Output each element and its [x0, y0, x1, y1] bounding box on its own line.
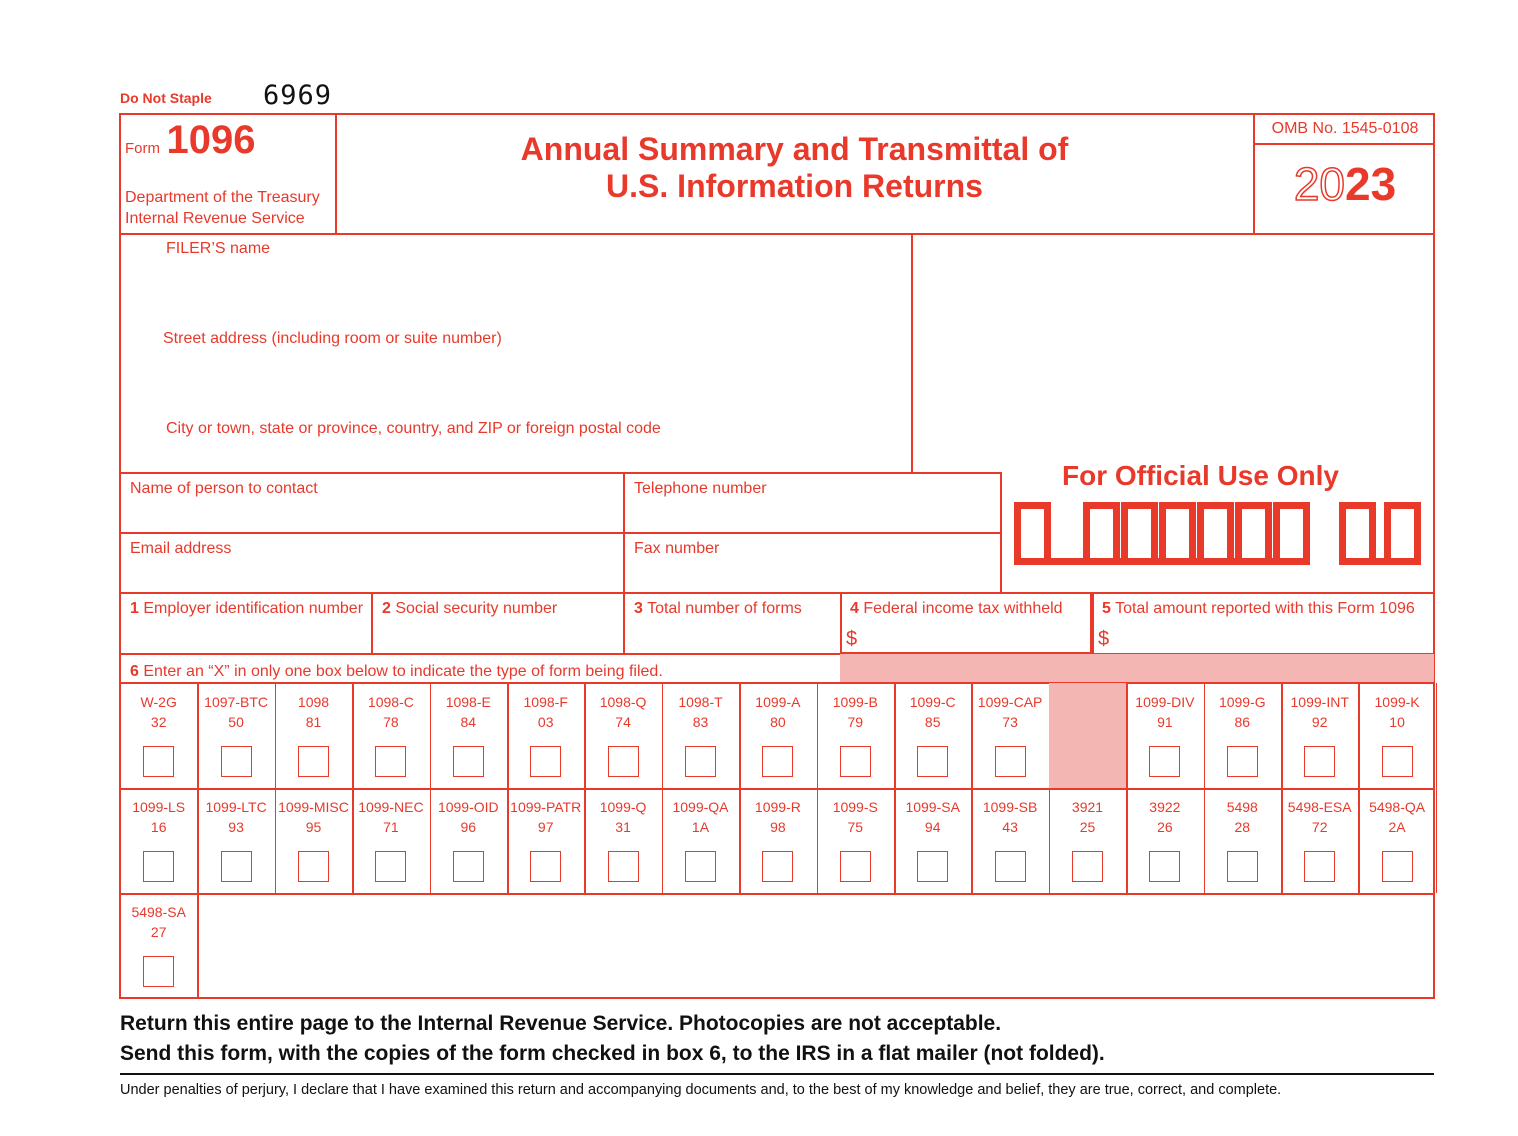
- form-type-code: 32: [150, 714, 167, 730]
- official-use-heading: For Official Use Only: [1062, 460, 1339, 491]
- form-type-name: 1099-B: [832, 694, 878, 710]
- form-type-code: 84: [460, 714, 477, 730]
- email-label: Email address: [130, 540, 232, 557]
- form-type-name: 1098-E: [445, 694, 491, 710]
- form-type-code: 79: [847, 714, 864, 730]
- checkbox-1099-s[interactable]: [840, 851, 871, 882]
- form-type-code: 97: [537, 819, 554, 835]
- checkbox-5498[interactable]: [1227, 851, 1258, 882]
- checkbox-1099-div[interactable]: [1149, 746, 1180, 777]
- footer-divider: [120, 1073, 1434, 1075]
- form-type-name: 1099-SA: [905, 799, 960, 815]
- dept-line-2: Internal Revenue Service: [125, 210, 305, 227]
- footer-instructions: [120, 1009, 1105, 1069]
- official-use-box: [1014, 502, 1051, 565]
- form-type-5498-qa: [1358, 797, 1435, 837]
- employer-id-field[interactable]: [121, 620, 369, 652]
- checkbox-1099-nec[interactable]: [375, 851, 406, 882]
- form-type-1099-nec: [352, 797, 429, 837]
- box3-label: 3 Total number of forms: [634, 600, 802, 617]
- form-type-5498-esa: [1281, 797, 1358, 837]
- form-type-name: 1099-QA: [672, 799, 729, 815]
- checkbox-1099-misc[interactable]: [298, 851, 329, 882]
- checkbox-3921[interactable]: [1072, 851, 1103, 882]
- form-type-name: 1099-LTC: [205, 799, 267, 815]
- form-type-1099-q: [584, 797, 661, 837]
- form-type-code: 91: [1157, 714, 1173, 730]
- checkbox-3922[interactable]: [1149, 851, 1180, 882]
- form-type-code: 25: [1079, 819, 1096, 835]
- checkbox-1099-a[interactable]: [762, 746, 793, 777]
- form-type-code: 81: [305, 714, 322, 730]
- telephone-field[interactable]: [626, 500, 998, 530]
- checkbox-1099-b[interactable]: [840, 746, 871, 777]
- dollar-sign-5: $: [1098, 628, 1110, 650]
- form-type-name: 1099-OID: [437, 799, 499, 815]
- official-use-box: [1083, 502, 1120, 565]
- form-type-name: 1098: [297, 694, 330, 710]
- form-type-1098-q: [584, 692, 661, 732]
- form-type-code: 26: [1157, 819, 1173, 835]
- form-type-code: 80: [770, 714, 786, 730]
- tax-year: [1255, 158, 1435, 210]
- checkbox-1099-q[interactable]: [608, 851, 639, 882]
- checkbox-1098-t[interactable]: [685, 746, 716, 777]
- grid-row-divider: [119, 893, 1435, 895]
- checkbox-1099-cap[interactable]: [995, 746, 1026, 777]
- form-type-code: 10: [1389, 714, 1405, 730]
- form-type-code: 92: [1311, 714, 1328, 730]
- form-type-name: 1098-F: [523, 694, 568, 710]
- email-field[interactable]: [121, 560, 621, 590]
- form-title: [336, 131, 1253, 205]
- official-use-box: [1339, 502, 1376, 565]
- contact-name-label: Name of person to contact: [130, 480, 318, 497]
- form-type-1099-oid: [430, 797, 507, 837]
- omb-number: OMB No. 1545-0108: [1271, 120, 1419, 137]
- form-type-name: 1099-R: [754, 799, 801, 815]
- footer-line-2: Send this form, with the copies of the form checked in box 6, to the IRS in a flat mailer (not folded).: [120, 1042, 1105, 1065]
- footer-line-1: Return this entire page to the Internal Revenue Service. Photocopies are not acceptable.: [120, 1012, 1002, 1035]
- form-type-name: 1099-INT: [1290, 694, 1349, 710]
- form-type-code: 2A: [1388, 819, 1406, 835]
- official-use-box: [1235, 502, 1272, 565]
- box4-label: 4 Federal income tax withheld: [850, 600, 1063, 617]
- grid-divider: [1436, 788, 1438, 893]
- form-type-1099-ls: [120, 797, 197, 837]
- grid-row-divider: [119, 788, 1435, 790]
- form-type-1099-patr: [507, 797, 584, 837]
- total-amount-field[interactable]: [1114, 620, 1432, 652]
- filer-street-label: Street address (including room or suite number): [163, 330, 502, 347]
- form-type-name: 1098-Q: [599, 694, 647, 710]
- checkbox-1099-int[interactable]: [1304, 746, 1335, 777]
- form-number: 1096: [166, 118, 256, 162]
- form-type-code: 43: [1002, 819, 1018, 835]
- form-type-1099-cap: [971, 692, 1048, 732]
- checkbox-1099-patr[interactable]: [530, 851, 561, 882]
- form-type-code: 73: [1002, 714, 1018, 730]
- form-type-code: 16: [150, 819, 167, 835]
- form-type-code: 78: [383, 714, 399, 730]
- box6-label: 6 Enter an “X” in only one box below to indicate the type of form being filed.: [130, 663, 663, 680]
- contact-name-field[interactable]: [121, 500, 621, 530]
- telephone-label: Telephone number: [634, 480, 767, 497]
- form-type-code: 31: [615, 819, 631, 835]
- checkbox-1099-r[interactable]: [762, 851, 793, 882]
- form-type-name: 1098-C: [367, 694, 414, 710]
- checkbox-1098-e[interactable]: [453, 746, 484, 777]
- year-suffix: 23: [1345, 158, 1397, 210]
- form-type-code: 27: [150, 924, 167, 940]
- checkbox-1098-c[interactable]: [375, 746, 406, 777]
- do-not-staple-note: Do Not Staple: [120, 90, 212, 106]
- checkbox-1099-oid[interactable]: [453, 851, 484, 882]
- form-type-1099-a: [739, 692, 816, 732]
- form-type-name: 1099-NEC: [358, 799, 424, 815]
- perjury-statement: Under penalties of perjury, I declare that I have examined this return and accompanying documents and, to the best of my knowledge and belief, they are true, correct, and complete.: [120, 1082, 1282, 1098]
- form-type-1099-div: [1126, 692, 1203, 732]
- box2-label: 2 Social security number: [382, 600, 558, 617]
- checkbox-1099-ltc[interactable]: [221, 851, 252, 882]
- filer-city-label: City or town, state or province, country, and ZIP or foreign postal code: [166, 420, 661, 437]
- form-type-code: 72: [1311, 819, 1328, 835]
- form-type-5498: [1204, 797, 1281, 837]
- total-forms-field[interactable]: [626, 620, 838, 652]
- form-type-name: 1099-C: [909, 694, 956, 710]
- form-type-1098-e: [430, 692, 507, 732]
- checkbox-1099-k[interactable]: [1382, 746, 1413, 777]
- form-type-1098-c: [352, 692, 429, 732]
- form-type-code: 93: [228, 819, 244, 835]
- checkbox-1099-ls[interactable]: [143, 851, 174, 882]
- form-type-code: 85: [924, 714, 941, 730]
- form-type-1099-k: [1358, 692, 1435, 732]
- form-type-name: 1099-S: [832, 799, 878, 815]
- form-type-1098: [275, 692, 352, 732]
- title-line-2: U.S. Information Returns: [606, 168, 983, 204]
- grid-divider: [197, 893, 199, 998]
- form-type-code: 96: [460, 819, 477, 835]
- official-use-box: [1197, 502, 1234, 565]
- form-type-code: 1A: [691, 819, 710, 835]
- checkbox-1098[interactable]: [298, 746, 329, 777]
- checkbox-5498-qa[interactable]: [1382, 851, 1413, 882]
- fax-label: Fax number: [634, 540, 720, 557]
- form-type-name: 1099-CAP: [977, 694, 1043, 710]
- form-type-name: 1097-BTC: [204, 694, 268, 710]
- form-type-code: 50: [228, 714, 244, 730]
- form-type-name: 5498: [1226, 799, 1258, 815]
- form-type-name: 1099-Q: [599, 799, 647, 815]
- form-type-name: 3921: [1071, 799, 1104, 815]
- box1-label: 1 Employer identification number: [130, 600, 364, 617]
- form-type-1099-misc: [275, 797, 352, 837]
- form-code: 6969: [263, 80, 333, 111]
- federal-tax-field[interactable]: [862, 620, 1088, 652]
- checkbox-1099-sa[interactable]: [917, 851, 948, 882]
- form-type-name: 1099-LS: [132, 799, 186, 815]
- form-type-name: 1099-PATR: [510, 799, 582, 815]
- filer-name-label: FILER’S name: [166, 240, 271, 257]
- dept-line-1: Department of the Treasury: [125, 189, 320, 206]
- form-type-code: 71: [383, 819, 399, 835]
- form-type-3921: [1049, 797, 1126, 837]
- checkbox-1099-g[interactable]: [1227, 746, 1258, 777]
- checkbox-1097-btc[interactable]: [221, 746, 252, 777]
- box6-shaded-area: [840, 654, 1434, 682]
- form-type-3922: [1126, 797, 1203, 837]
- form-type-1099-r: [739, 797, 816, 837]
- form-number-block: [125, 118, 255, 163]
- checkbox-1099-qa[interactable]: [685, 851, 716, 882]
- checkbox-1099-sb[interactable]: [995, 851, 1026, 882]
- form-type-name: 1099-MISC: [278, 799, 349, 815]
- fax-field[interactable]: [626, 560, 998, 590]
- form-type-code: 75: [847, 819, 864, 835]
- grid-divider: [1436, 683, 1438, 788]
- form-type-code: 28: [1234, 819, 1251, 835]
- form-type-1099-int: [1281, 692, 1358, 732]
- form-type-1098-f: [507, 692, 584, 732]
- form-type-1097-btc: [197, 692, 274, 732]
- form-type-name: 5498-QA: [1369, 799, 1426, 815]
- form-type-name: 3922: [1149, 799, 1181, 815]
- form-type-code: 94: [924, 819, 941, 835]
- checkbox-5498-esa[interactable]: [1304, 851, 1335, 882]
- ssn-field[interactable]: [373, 620, 621, 652]
- form-label: Form: [125, 140, 160, 157]
- checkbox-5498-sa[interactable]: [143, 956, 174, 987]
- form-type-1099-sa: [894, 797, 971, 837]
- form-type-code: 74: [615, 714, 631, 730]
- form-type-name: 5498-ESA: [1287, 799, 1352, 815]
- form-type-code: 86: [1234, 714, 1251, 730]
- form-type-1099-c: [894, 692, 971, 732]
- form-type-1099-qa: [662, 797, 739, 837]
- form-type-blank-cell: [1049, 683, 1126, 788]
- form-type-1099-b: [817, 692, 894, 732]
- form-type-name: 1098-T: [678, 694, 723, 710]
- form-type-1099-sb: [971, 797, 1048, 837]
- official-use-box: [1273, 502, 1310, 565]
- form-type-name: W-2G: [140, 694, 177, 710]
- checkbox-w-2g[interactable]: [143, 746, 174, 777]
- form-type-code: 03: [537, 714, 554, 730]
- dollar-sign-4: $: [846, 628, 858, 650]
- official-use-box: [1159, 502, 1196, 565]
- form-type-5498-sa: [120, 902, 197, 942]
- form-type-name: 1099-A: [755, 694, 801, 710]
- form-type-1099-ltc: [197, 797, 274, 837]
- form-type-name: 1099-K: [1374, 694, 1420, 710]
- official-use-box: [1121, 502, 1158, 565]
- box5-label: 5 Total amount reported with this Form 1096: [1102, 600, 1415, 617]
- form-type-name: 1099-G: [1218, 694, 1266, 710]
- checkbox-1099-c[interactable]: [917, 746, 948, 777]
- form-type-name: 1099-DIV: [1135, 694, 1195, 710]
- form-type-name: 1099-SB: [982, 799, 1038, 815]
- form-type-code: 95: [305, 819, 322, 835]
- title-line-1: Annual Summary and Transmittal of: [520, 131, 1069, 167]
- form-type-1098-t: [662, 692, 739, 732]
- form-type-w-2g: [120, 692, 197, 732]
- form-type-name: 5498-SA: [131, 904, 186, 920]
- checkbox-1098-q[interactable]: [608, 746, 639, 777]
- form-type-code: 83: [692, 714, 709, 730]
- checkbox-1098-f[interactable]: [530, 746, 561, 777]
- form-type-1099-s: [817, 797, 894, 837]
- official-use-box: [1384, 502, 1421, 565]
- year-prefix: 20: [1293, 158, 1345, 210]
- form-type-1099-g: [1204, 692, 1281, 732]
- form-type-code: 98: [770, 819, 786, 835]
